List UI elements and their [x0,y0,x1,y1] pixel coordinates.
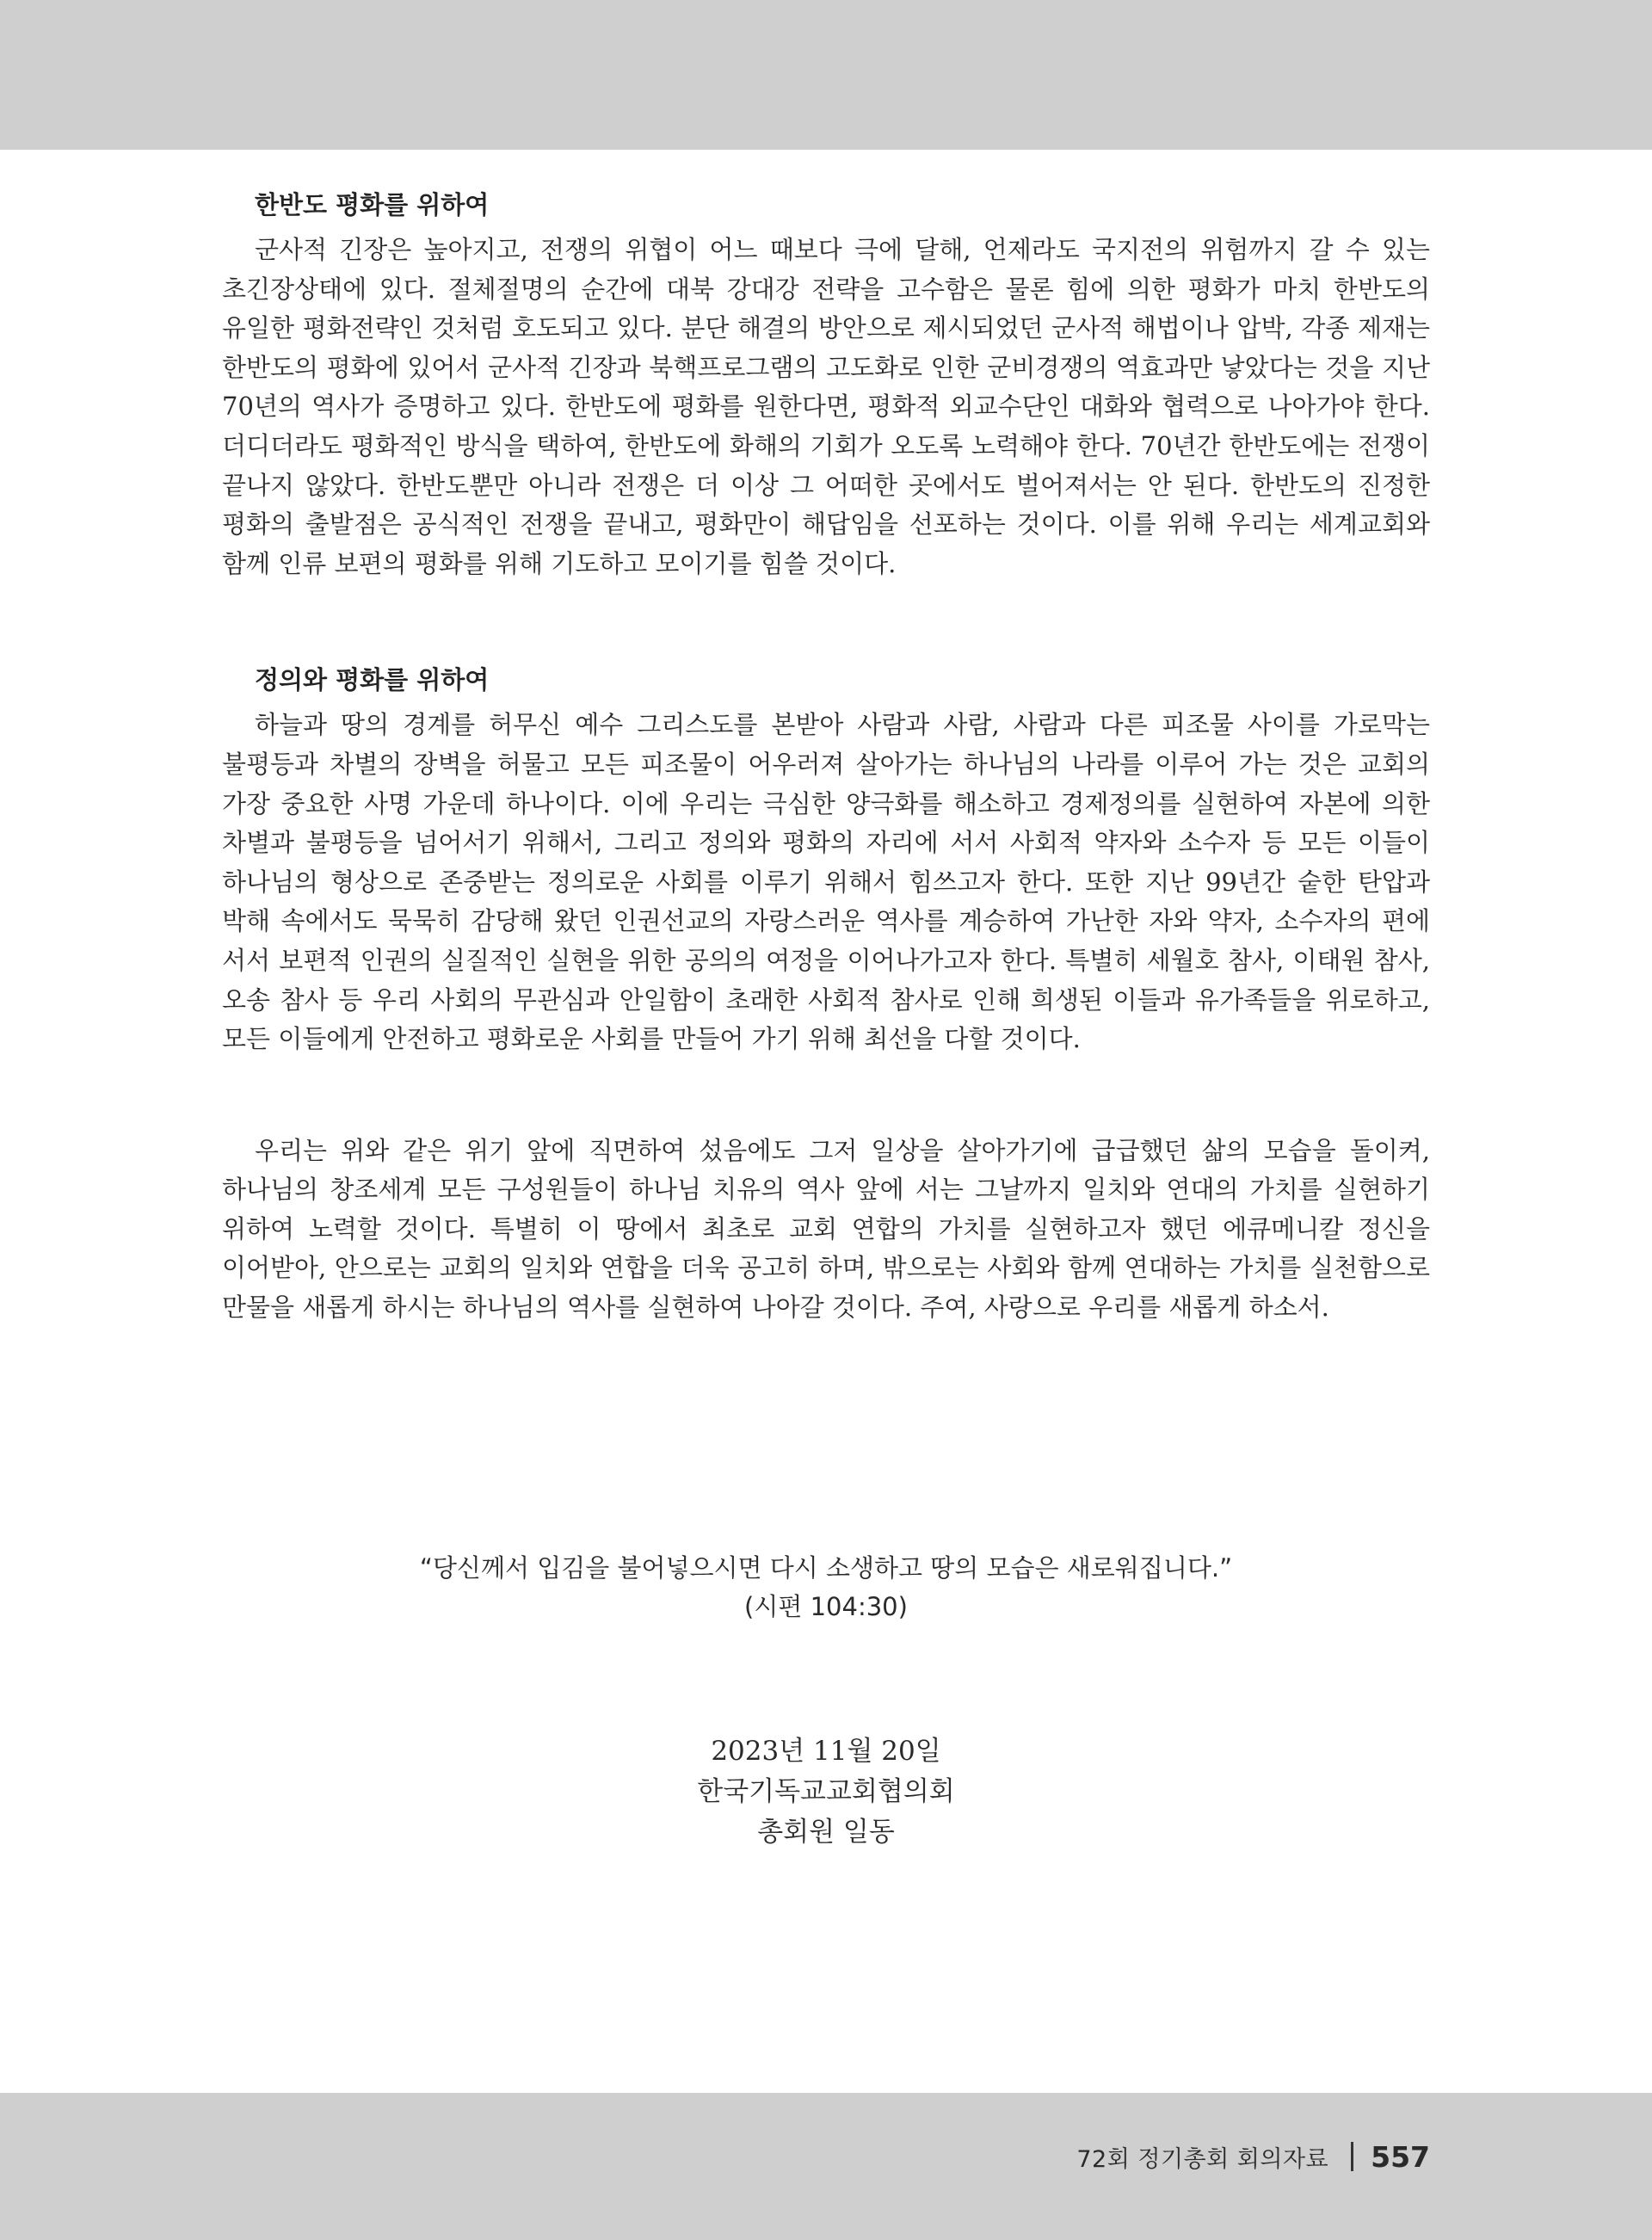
section-paragraph: 하늘과 땅의 경계를 허무신 예수 그리스도를 본받아 사람과 사람, 사람과 다른 피조물 사이를 가로막는 불평등과 차별의 장벽을 허물고 모든 피조물이 어우러져 살아가는 하나님의 나라를 이루어 가는 것은 교회의 가장 중요한 사명 가운데 하나이다. 이에 우리는 극심한 양극화를 해소하고 경제정의를 실현하여 자본에 의한 차별과 불평등을 넘어서기 위해서, 그리고 정의와 평화의 자리에 서서 사회적 약자와 소수자 등 모든 이들이 하나님의 형상으로 존중받는 정의로운 사회를 이루기 위해서 힘쓰고자 한다. 또한 지난 99년간 숱한 탄압과 박해 속에서도 묵묵히 감당해 왔던 인권선교의 자랑스러운 역사를 계승하여 가난한 자와 약자, 소수자의 편에 서서 보편적 인권의 실질적인 실현을 위한 공의의 여정을 이어나가고자 한다. 특별히 세월호 참사, 이태원 참사, 오송 참사 등 우리 사회의 무관심과 안일함이 초래한 사회적 참사로 인해 희생된 이들과 유가족들을 위로하고, 모든 이들에게 안전하고 평화로운 사회를 만들어 가기 위해 최선을 다할 것이다. [222,710,1430,1054]
scripture-quote [0,1549,1652,1626]
section-title: 한반도 평화를 위하여 [255,190,490,219]
page-number: 557 [1371,2139,1430,2174]
section-title: 정의와 평화를 위하여 [255,665,490,695]
section-korean-peninsula-peace [222,181,1430,583]
footer-title: 72회 정기총회 회의자료 [1076,2145,1329,2173]
closing-paragraph: 우리는 위와 같은 위기 앞에 직면하여 섰음에도 그저 일상을 살아가기에 급급했던 삶의 모습을 돌이켜, 하나님의 창조세계 모든 구성원들이 하나님 치유의 역사 앞에 서는 그날까지 일치와 연대의 가치를 실현하기 위하여 노력할 것이다. 특별히 이 땅에서 최초로 교회 연합의 가치를 실현하고자 했던 에큐메니칼 정신을 이어받아, 안으로는 교회의 일치와 연합을 더욱 공고히 하며, 밖으로는 사회와 함께 연대하는 가치를 실천함으로 만물을 새롭게 하시는 하나님의 역사를 실현하여 나아갈 것이다. 주여, 사랑으로 우리를 새롭게 하소서. [222,1135,1430,1323]
quote-source: (시편 104:30) [744,1592,908,1621]
closing-section [222,1132,1430,1328]
signature-block [0,1731,1652,1853]
section-paragraph: 군사적 긴장은 높아지고, 전쟁의 위협이 어느 때보다 극에 달해, 언제라도 국지전의 위험까지 갈 수 있는 초긴장상태에 있다. 절체절명의 순간에 대북 강대강 전략을 고수함은 물론 힘에 의한 평화가 마치 한반도의 유일한 평화전략인 것처럼 호도되고 있다. 분단 해결의 방안으로 제시되었던 군사적 해법이나 압박, 각종 제재는 한반도의 평화에 있어서 군사적 긴장과 북핵프로그램의 고도화로 인한 군비경쟁의 역효과만 낳았다는 것을 지난 70년의 역사가 증명하고 있다. 한반도에 평화를 원한다면, 평화적 외교수단인 대화와 협력으로 나아가야 한다. 더디더라도 평화적인 방식을 택하여, 한반도에 화해의 기회가 오도록 노력해야 한다. 70년간 한반도에는 전쟁이 끝나지 않았다. 한반도뿐만 아니라 전쟁은 더 이상 그 어떠한 곳에서도 벌어져서는 안 된다. 한반도의 진정한 평화의 출발점은 공식적인 전쟁을 끝내고, 평화만이 해답임을 선포하는 것이다. 이를 위해 우리는 세계교회와 함께 인류 보편의 평화를 위해 기도하고 모이기를 힘쓸 것이다. [222,235,1430,578]
quote-text: “당신께서 입김을 불어넣으시면 다시 소생하고 땅의 모습은 새로워집니다.” [419,1553,1233,1583]
header-band [0,0,1652,150]
signature-organization: 한국기독교교회협의회 [697,1776,955,1807]
document-body [222,181,1430,1400]
footer-divider [1351,2142,1353,2171]
signature-members: 총회원 일동 [757,1817,895,1848]
signature-date: 2023년 11월 20일 [711,1736,941,1767]
page-footer [1076,2131,1430,2182]
section-justice-and-peace [222,656,1430,1058]
